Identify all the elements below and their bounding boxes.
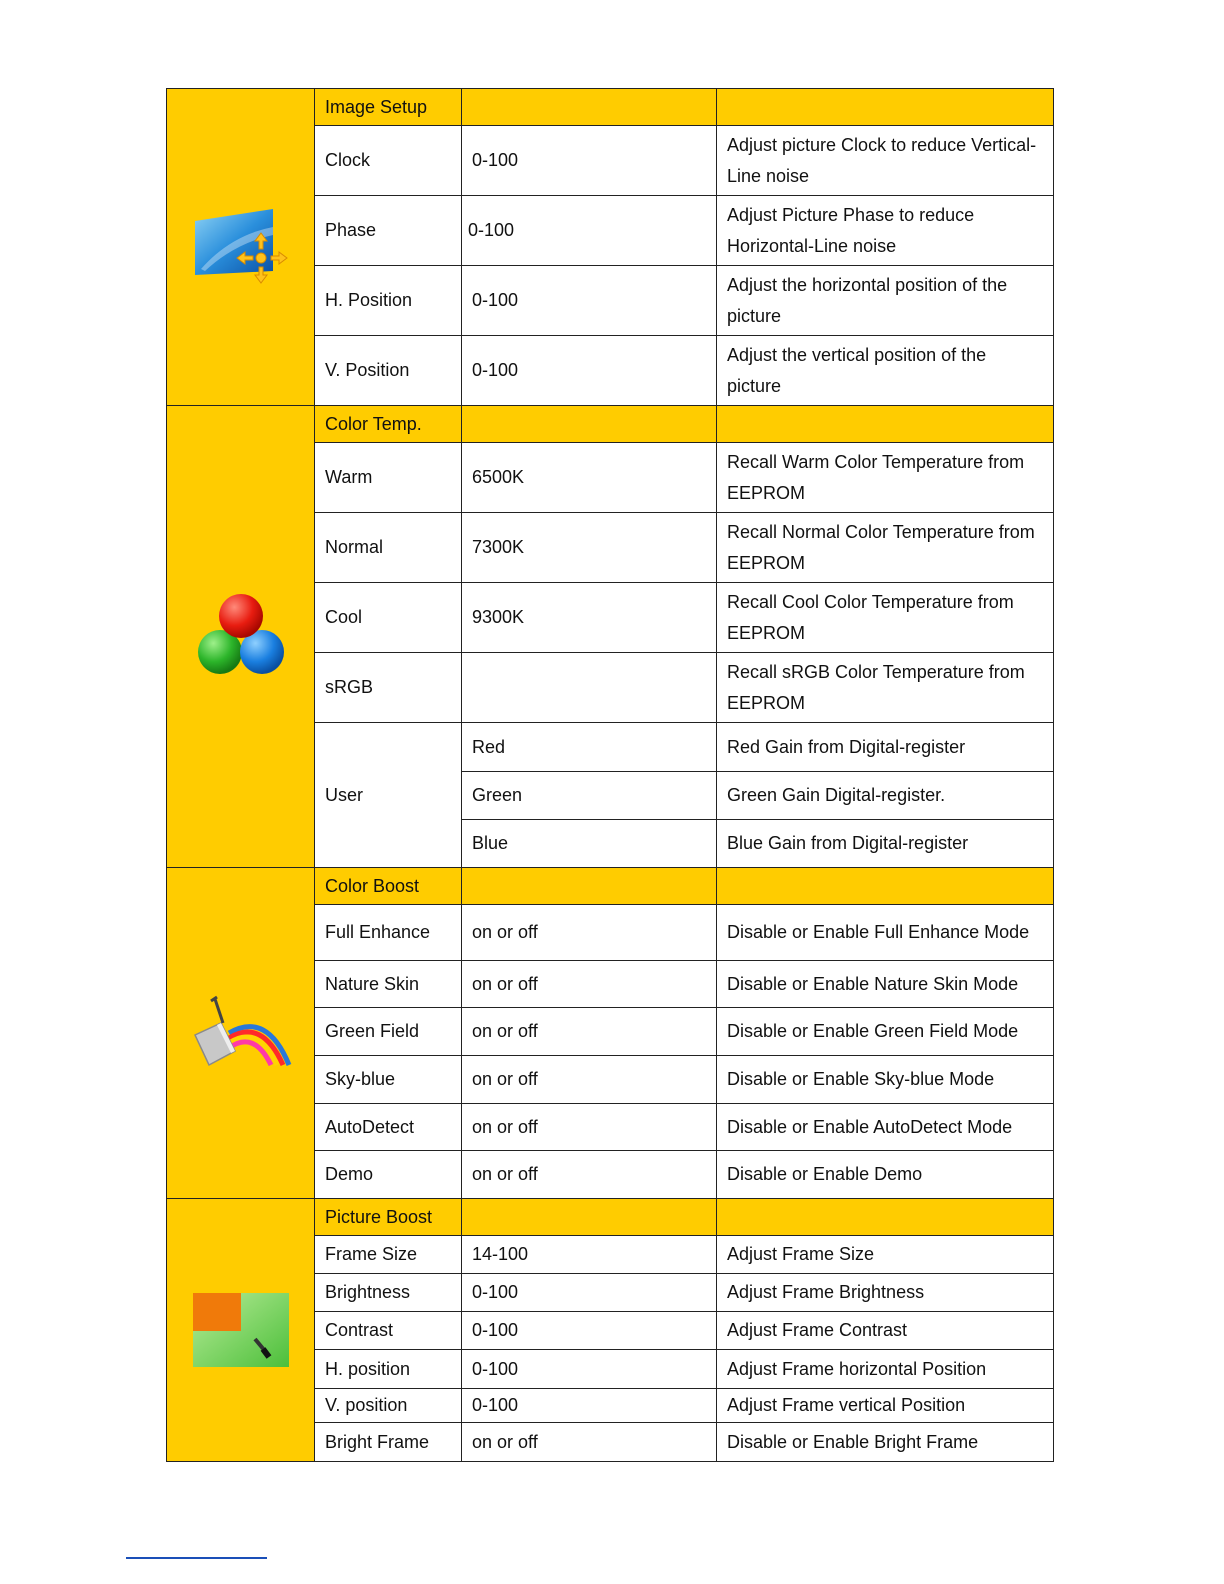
- table-row: Clock 0-100 Adjust picture Clock to reduce Vertical-Line noise: [167, 126, 1054, 196]
- table-row: V. position 0-100 Adjust Frame vertical Position: [167, 1389, 1054, 1423]
- section-header-color-boost: [167, 868, 1054, 905]
- section-header-picture-boost: [167, 1199, 1054, 1236]
- image-setup-icon-cell: [167, 89, 315, 406]
- section-title: Color Boost: [315, 868, 462, 905]
- table-row: User Red Red Gain from Digital-register: [167, 723, 1054, 772]
- table-row: Bright Frame on or off Disable or Enable Bright Frame: [167, 1423, 1054, 1462]
- image-setup-icon: [191, 205, 291, 289]
- table-row: Phase 0-100 Adjust Picture Phase to reduce Horizontal-Line noise: [167, 196, 1054, 266]
- table-row: Cool 9300K Recall Cool Color Temperature from EEPROM: [167, 583, 1054, 653]
- table-row: Green Field on or off Disable or Enable Green Field Mode: [167, 1008, 1054, 1056]
- picture-boost-icon: [191, 1291, 291, 1369]
- table-row: Nature Skin on or off Disable or Enable Nature Skin Mode: [167, 961, 1054, 1008]
- table-row: Sky-blue on or off Disable or Enable Sky-blue Mode: [167, 1056, 1054, 1104]
- table-row: Full Enhance on or off Disable or Enable Full Enhance Mode: [167, 905, 1054, 961]
- table-row: AutoDetect on or off Disable or Enable AutoDetect Mode: [167, 1104, 1054, 1151]
- color-boost-icon-cell: [167, 868, 315, 1199]
- color-boost-icon: [189, 993, 293, 1073]
- section-title: Picture Boost: [315, 1199, 462, 1236]
- table-row: H. position 0-100 Adjust Frame horizontal Position: [167, 1350, 1054, 1389]
- table-row: Frame Size 14-100 Adjust Frame Size: [167, 1236, 1054, 1274]
- table-row: Normal 7300K Recall Normal Color Temperature from EEPROM: [167, 513, 1054, 583]
- section-header-image-setup: [167, 89, 1054, 126]
- section-title: Color Temp.: [315, 406, 462, 443]
- section-header-color-temp: [167, 406, 1054, 443]
- osd-menu-table: [166, 88, 1054, 1462]
- table-row: Brightness 0-100 Adjust Frame Brightness: [167, 1274, 1054, 1312]
- table-row: Contrast 0-100 Adjust Frame Contrast: [167, 1312, 1054, 1350]
- table-row: H. Position 0-100 Adjust the horizontal position of the picture: [167, 266, 1054, 336]
- footnote-divider: [126, 1557, 267, 1559]
- table-row: V. Position 0-100 Adjust the vertical position of the picture: [167, 336, 1054, 406]
- section-title: Image Setup: [315, 89, 462, 126]
- table-row: Blue Blue Gain from Digital-register: [167, 820, 1054, 868]
- table-row: sRGB Recall sRGB Color Temperature from EEPROM: [167, 653, 1054, 723]
- color-temp-icon-cell: [167, 406, 315, 868]
- table-row: Green Green Gain Digital-register.: [167, 772, 1054, 820]
- table-row: Demo on or off Disable or Enable Demo: [167, 1151, 1054, 1199]
- picture-boost-icon-cell: [167, 1199, 315, 1462]
- table-row: Warm 6500K Recall Warm Color Temperature from EEPROM: [167, 443, 1054, 513]
- color-temp-icon: [193, 592, 289, 682]
